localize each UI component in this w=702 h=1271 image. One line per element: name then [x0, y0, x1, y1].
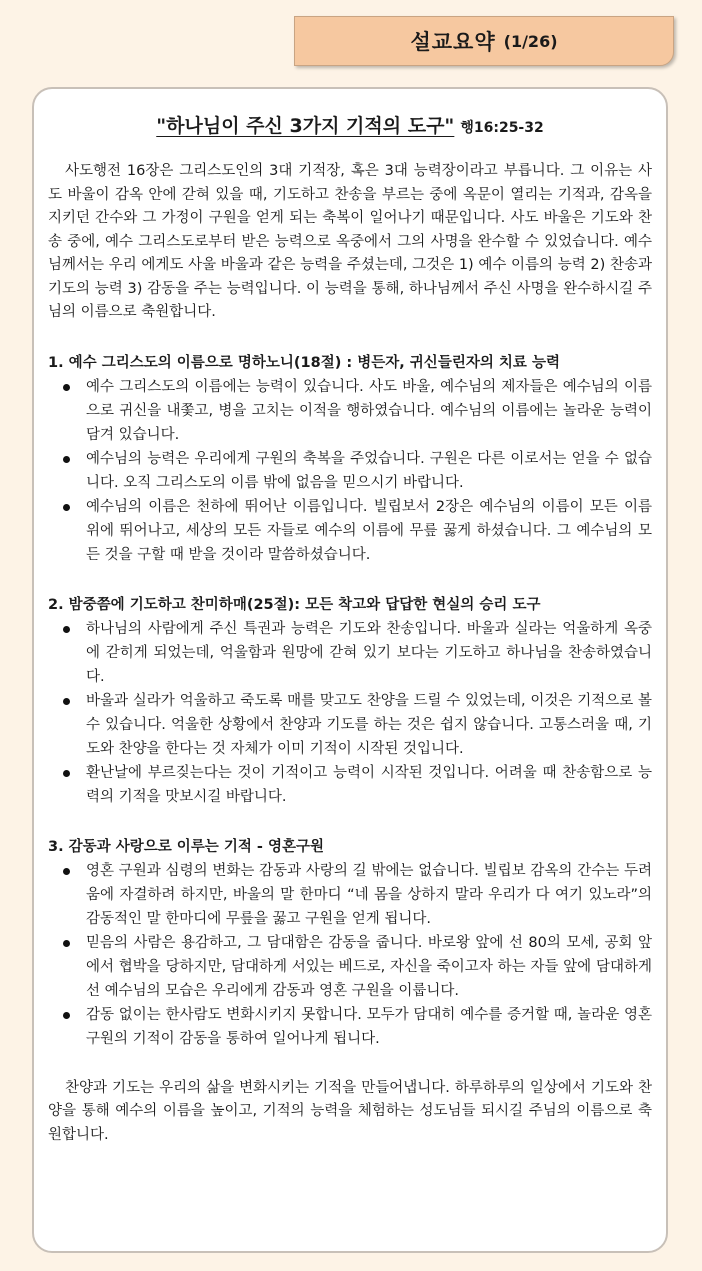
list-item — [48, 1003, 652, 1051]
closing-paragraph: 찬양과 기도는 우리의 삶을 변화시키는 기적을 만들어냅니다. 하루하루의 일상에서 기도와 찬양을 통해 예수의 이름을 높이고, 기적의 능력을 체험하는 성도님들 되시길 주님의 이름으로 축원합니다. — [48, 1079, 652, 1143]
section-heading: 2. 밤중쯤에 기도하고 찬미하매(25절): 모든 착고와 답답한 현실의 승리 도구 — [48, 596, 541, 613]
scripture-reference: 행16:25-32 — [460, 120, 544, 136]
list-item — [48, 447, 652, 495]
bullet-icon — [63, 456, 70, 463]
intro-paragraph: 사도행전 16장은 그리스도인의 3대 기적장, 혹은 3대 능력장이라고 부릅니다. 그 이유는 사도 바울이 감옥 안에 갇혀 있을 때, 기도하고 찬송을 부르는 중에 옥문이 열리는 기적과, 감옥을 지키던 간수와 그 가정이 구원을 얻게 되는 축복이 일어나기 때문입니다. 사도 바울은 기도와 찬송 중에, 예수 그리스도로부터 받은 능력으로 옥중에서 그의 사명을 완수할 수 있었습니다. 예수님께서는 우리 에게도 사울 바울과 같은 능력을 주셨는데, 그것은 1) 예수 이름의 능력 2) 찬송과 기도의 능력 3) 감동을 주는 능력입니다. 이 능력을 통해, 하나님께서 주신 사명을 완수하시길 주님의 이름으로 축원합니다. — [48, 163, 652, 320]
list-item — [48, 495, 652, 567]
list-item-text: 영혼 구원과 심령의 변화는 감동과 사랑의 길 밖에는 없습니다. 빌립보 감옥의 간수는 두려움에 자결하려 하지만, 바울의 말 한마디 “네 몸을 상하지 말라 우리가 다 여기 있노라”의 감동적인 말 한마디에 무릎을 꿇고 구원을 얻게 됩니다. — [86, 862, 652, 927]
list-item-text: 감동 없이는 한사람도 변화시키지 못합니다. 모두가 담대히 예수를 증거할 때, 놀라운 영혼 구원의 기적이 감동을 통하여 일어나게 됩니다. — [86, 1006, 652, 1047]
bullet-icon — [63, 504, 70, 511]
bullet-icon — [63, 940, 70, 947]
bullet-icon — [63, 868, 70, 875]
list-item-text: 믿음의 사람은 용감하고, 그 담대함은 감동을 줍니다. 바로왕 앞에 선 80의 모세, 공회 앞에서 협박을 당하지만, 담대하게 서있는 베드로, 자신을 죽이고자 하는 자들 앞에 담대하게 선 예수님의 모습은 우리에게 감동과 영혼 구원을 이룹니다. — [86, 934, 652, 999]
sermon-title: "하나님이 주신 3가지 기적의 도구" — [156, 115, 455, 137]
bullet-icon — [63, 1012, 70, 1019]
list-item — [48, 689, 652, 761]
list-item — [48, 931, 652, 1003]
bullet-list — [48, 617, 652, 809]
sermon-title-line — [48, 111, 652, 138]
list-item-text: 바울과 실라가 억울하고 죽도록 매를 맞고도 찬양을 드릴 수 있었는데, 이것은 기적으로 볼 수 있습니다. 억울한 상황에서 찬양과 기도를 하는 것은 쉽지 않습니다. 고통스러울 때, 기도와 찬양을 한다는 것 자체가 이미 기적이 시작된 것입니다. — [86, 692, 652, 757]
section-heading: 1. 예수 그리스도의 이름으로 명하노니(18절) : 병든자, 귀신들린자의 치료 능력 — [48, 354, 560, 371]
section-heading: 3. 감동과 사랑으로 이루는 기적 - 영혼구원 — [48, 838, 325, 855]
list-item — [48, 859, 652, 931]
section-1 — [48, 351, 652, 567]
list-item-text: 하나님의 사람에게 주신 특권과 능력은 기도와 찬송입니다. 바울과 실라는 억울하게 옥중에 갇히게 되었는데, 억울함과 원망에 갇혀 있기 보다는 기도하고 하나님을 찬송하였습니다. — [86, 620, 652, 685]
bullet-list — [48, 375, 652, 567]
list-item-text: 예수님의 이름은 천하에 뛰어난 이름입니다. 빌립보서 2장은 예수님의 이름이 모든 이름 위에 뛰어나고, 세상의 모든 자들로 예수의 이름에 무릎 꿇게 하셨습니다. 그 예수님의 모든 것을 구할 때 받을 것이라 말씀하셨습니다. — [86, 498, 652, 563]
list-item — [48, 617, 652, 689]
list-item-text: 환난날에 부르짖는다는 것이 기적이고 능력이 시작된 것입니다. 어려울 때 찬송함으로 능력의 기적을 맛보시길 바랍니다. — [86, 764, 652, 805]
list-item — [48, 375, 652, 447]
section-3 — [48, 835, 652, 1051]
page-counter: (1/26) — [503, 31, 558, 51]
section-2 — [48, 593, 652, 809]
bullet-icon — [63, 626, 70, 633]
bullet-list — [48, 859, 652, 1051]
header-tab — [294, 16, 674, 66]
sermon-card — [32, 87, 668, 1253]
bullet-icon — [63, 698, 70, 705]
list-item-text: 예수님의 능력은 우리에게 구원의 축복을 주었습니다. 구원은 다른 이로서는 얻을 수 없습니다. 오직 그리스도의 이름 밖에 없음을 믿으시기 바랍니다. — [86, 450, 652, 491]
list-item-text: 예수 그리스도의 이름에는 능력이 있습니다. 사도 바울, 예수님의 제자들은 예수님의 이름으로 귀신을 내쫓고, 병을 고치는 이적을 행하였습니다. 예수님의 이름에는 놀라운 능력이 담겨 있습니다. — [86, 378, 652, 443]
bullet-icon — [63, 770, 70, 777]
page-title: 설교요약 — [410, 30, 496, 54]
bullet-icon — [63, 384, 70, 391]
list-item — [48, 761, 652, 809]
